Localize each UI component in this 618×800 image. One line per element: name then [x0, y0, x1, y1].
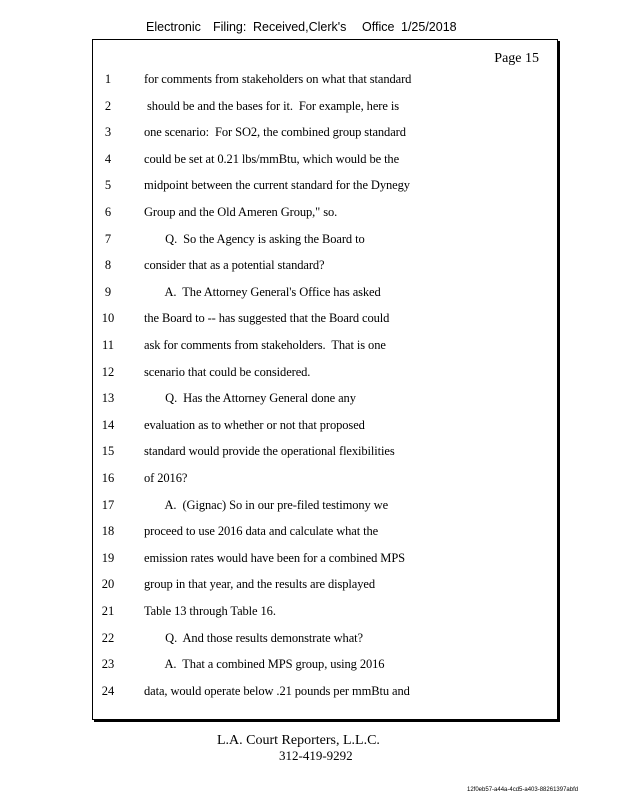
line-text: the Board to -- has suggested that the Board could: [144, 311, 390, 326]
line-number: 10: [101, 311, 115, 326]
transcript-line: [93, 522, 557, 542]
transcript-line: [93, 256, 557, 276]
line-text: Q. Has the Attorney General done any: [144, 391, 356, 406]
line-number: 13: [101, 391, 115, 406]
line-text: scenario that could be considered.: [144, 364, 311, 379]
transcript-line: [93, 442, 557, 462]
transcript-line: [93, 416, 557, 436]
line-number: 2: [104, 98, 112, 113]
line-text: midpoint between the current standard for the Dynegy: [144, 178, 410, 193]
page-number: Page 15: [494, 51, 539, 66]
line-number: 6: [104, 205, 112, 219]
line-text: emission rates would have been for a combined MPS: [144, 550, 406, 565]
transcript-line: [93, 469, 557, 489]
stamp-office: Office: [362, 20, 395, 34]
transcript-line: [93, 203, 557, 223]
transcript-line: [93, 283, 557, 303]
transcript-line: [93, 176, 557, 196]
line-number: 17: [101, 497, 115, 512]
line-text: of 2016?: [144, 471, 188, 485]
line-text: evaluation as to whether or not that proposed: [144, 417, 365, 432]
footer-company: L.A. Court Reporters, L.L.C.: [217, 733, 380, 748]
transcript-line: [93, 230, 557, 250]
line-number: 1: [104, 72, 112, 86]
line-number: 18: [101, 524, 115, 539]
line-text: one scenario: For SO2, the combined group standard: [144, 125, 406, 140]
line-number: 5: [104, 178, 112, 193]
line-text: proceed to use 2016 data and calculate what the: [144, 524, 379, 539]
line-text: consider that as a potential standard?: [144, 258, 325, 273]
transcript-line: [93, 123, 557, 143]
transcript-line: [93, 150, 557, 170]
line-text: could be set at 0.21 lbs/mmBtu, which would be the: [144, 151, 400, 166]
line-text: should be and the bases for it. For example, here is: [144, 98, 399, 113]
filing-stamp: [0, 20, 618, 38]
line-number: 22: [101, 630, 115, 645]
transcript-line: [93, 655, 557, 675]
line-text: group in that year, and the results are displayed: [144, 577, 375, 592]
transcript-line: [93, 682, 557, 702]
line-text: for comments from stakeholders on what that standard: [144, 72, 412, 86]
line-text: A. The Attorney General's Office has asked: [144, 284, 381, 299]
line-number: 21: [101, 604, 115, 618]
document-id: 12f0eb57-a44a-4cd5-a403-88261397abfd: [467, 787, 579, 793]
transcript-line: [93, 629, 557, 649]
line-number: 14: [101, 417, 115, 432]
line-number: 4: [104, 151, 112, 166]
line-number: 20: [101, 577, 115, 592]
transcript-line: [93, 97, 557, 117]
line-text: ask for comments from stakeholders. That is one: [144, 338, 386, 352]
line-text: A. (Gignac) So in our pre-filed testimony we: [144, 497, 389, 512]
line-text: Q. And those results demonstrate what?: [144, 630, 363, 645]
footer-phone: 312-419-9292: [279, 748, 353, 763]
transcript-line: [93, 309, 557, 329]
line-text: Group and the Old Ameren Group," so.: [144, 205, 338, 219]
line-number: 11: [101, 338, 115, 352]
line-text: A. That a combined MPS group, using 2016: [144, 657, 385, 672]
line-number: 7: [104, 231, 112, 246]
transcript-line: [93, 336, 557, 356]
line-number: 3: [104, 125, 112, 140]
line-number: 19: [101, 550, 115, 565]
line-number: 23: [101, 657, 115, 672]
transcript-line: [93, 602, 557, 622]
transcript-line: [93, 575, 557, 595]
transcript-page: [92, 39, 558, 720]
line-text: standard would provide the operational flexibilities: [144, 444, 395, 459]
line-number: 8: [104, 258, 112, 273]
line-number: 16: [101, 471, 115, 485]
transcript-line: [93, 389, 557, 409]
line-number: 9: [104, 284, 112, 299]
transcript-line: [93, 549, 557, 569]
stamp-received: Received,Clerk's: [253, 20, 347, 34]
line-text: Q. So the Agency is asking the Board to: [144, 231, 365, 246]
line-text: data, would operate below .21 pounds per mmBtu and: [144, 683, 410, 698]
line-number: 24: [101, 683, 115, 698]
transcript-line: [93, 363, 557, 383]
line-number: 15: [101, 444, 115, 459]
stamp-date: 1/25/2018: [401, 20, 457, 34]
transcript-line: [93, 496, 557, 516]
stamp-filing: Filing:: [213, 20, 247, 34]
stamp-electronic: Electronic: [146, 20, 201, 34]
transcript-line: [93, 70, 557, 90]
line-number: 12: [101, 364, 115, 379]
line-text: Table 13 through Table 16.: [144, 604, 276, 618]
